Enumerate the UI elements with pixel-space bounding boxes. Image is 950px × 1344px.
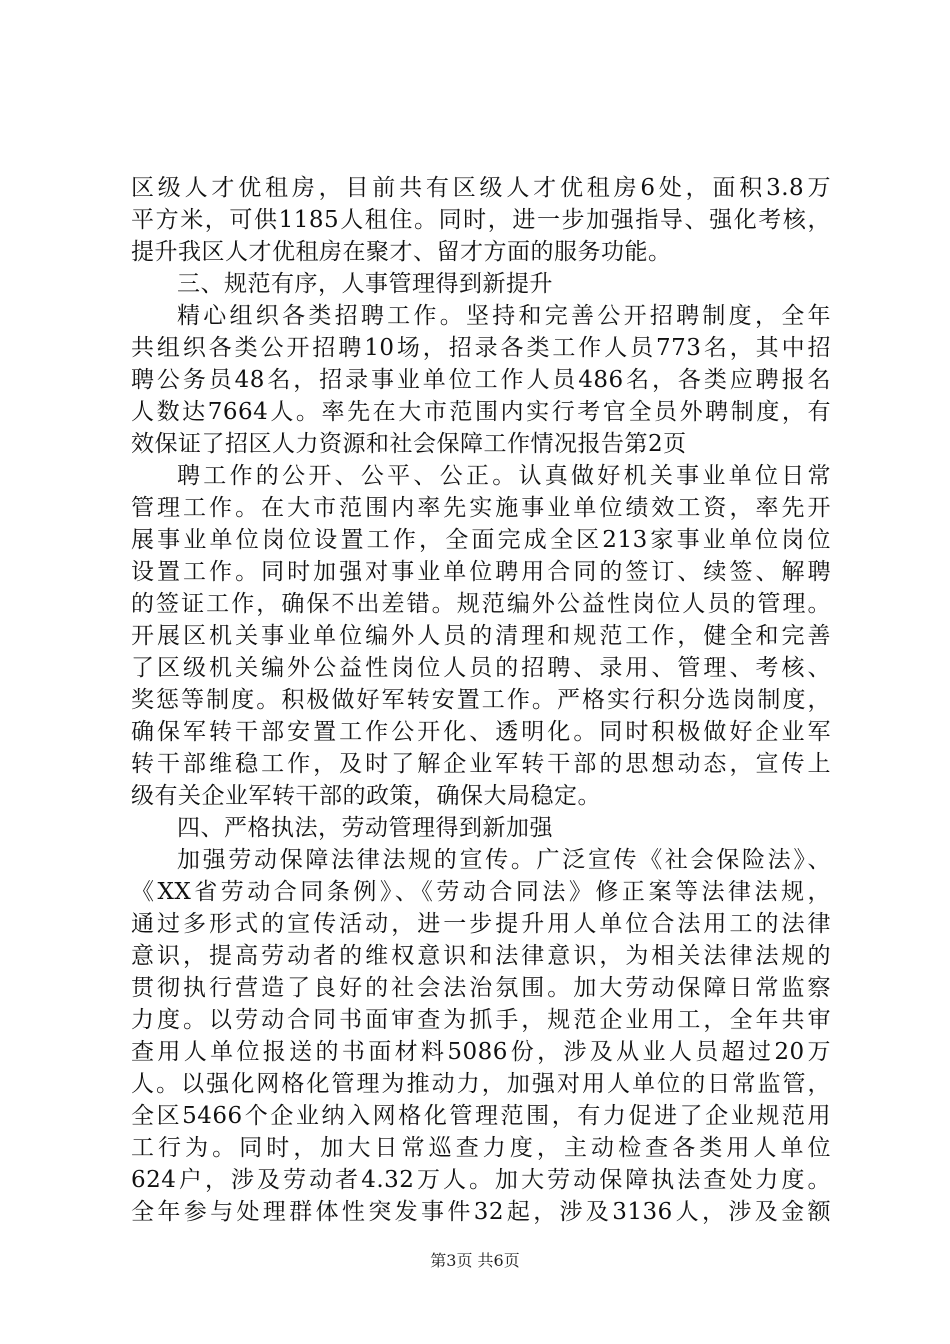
page-number-label: 第3页 共6页 (430, 1251, 520, 1270)
text-line: 展事业单位岗位设置工作，全面完成全区213家事业单位岗位 (131, 527, 831, 553)
page-footer (0, 1248, 950, 1271)
text-line: 转干部维稳工作，及时了解企业军转干部的思想动态，宣传上 (131, 751, 831, 777)
text-line: 三、规范有序，人事管理得到新提升 (177, 271, 553, 297)
text-line: 的签证工作，确保不出差错。规范编外公益性岗位人员的管理。 (131, 591, 831, 617)
text-line: 了区级机关编外公益性岗位人员的招聘、录用、管理、考核、 (131, 655, 831, 681)
text-line: 工行为。同时，加大日常巡查力度，主动检查各类用人单位 (131, 1135, 831, 1161)
text-line: 全年参与处理群体性突发事件32起，涉及3136人，涉及金额 (131, 1199, 831, 1225)
text-line: 设置工作。同时加强对事业单位聘用合同的签订、续签、解聘 (131, 559, 831, 585)
text-line: 奖惩等制度。积极做好军转安置工作。严格实行积分选岗制度， (131, 687, 831, 713)
text-line: 提升我区人才优租房在聚才、留才方面的服务功能。 (131, 239, 672, 265)
text-line: 级有关企业军转干部的政策，确保大局稳定。 (131, 783, 601, 809)
text-line: 共组织各类公开招聘10场，招录各类工作人员773名，其中招 (131, 335, 831, 361)
text-line: 贯彻执行营造了良好的社会法治氛围。加大劳动保障日常监察 (131, 975, 831, 1001)
text-line: 聘公务员48名，招录事业单位工作人员486名，各类应聘报名 (131, 367, 831, 393)
text-line: 效保证了招区人力资源和社会保障工作情况报告第2页 (131, 431, 687, 457)
text-line: 开展区机关事业单位编外人员的清理和规范工作，健全和完善 (131, 623, 831, 649)
text-line: 精心组织各类招聘工作。坚持和完善公开招聘制度，全年 (177, 303, 831, 329)
text-line: 力度。以劳动合同书面审查为抓手，规范企业用工，全年共审 (131, 1007, 831, 1033)
text-line: 区级人才优租房，目前共有区级人才优租房6处，面积3.8万 (131, 175, 831, 201)
text-line: 确保军转干部安置工作公开化、透明化。同时积极做好企业军 (131, 719, 831, 745)
text-line: 管理工作。在大市范围内率先实施事业单位绩效工资，率先开 (131, 495, 831, 521)
text-line: 四、严格执法，劳动管理得到新加强 (177, 815, 553, 841)
text-line: 通过多形式的宣传活动，进一步提升用人单位合法用工的法律 (131, 911, 831, 937)
text-line: 平方米，可供1185人租住。同时，进一步加强指导、强化考核， (131, 207, 831, 233)
text-line: 全区5466个企业纳入网格化管理范围，有力促进了企业规范用 (131, 1103, 831, 1129)
text-line: 意识，提高劳动者的维权意识和法律意识，为相关法律法规的 (131, 943, 831, 969)
text-line: 查用人单位报送的书面材料5086份，涉及从业人员超过20万 (131, 1039, 831, 1065)
text-line: 《XX省劳动合同条例》、《劳动合同法》修正案等法律法规， (131, 879, 831, 905)
text-line: 聘工作的公开、公平、公正。认真做好机关事业单位日常 (177, 463, 831, 489)
document-body (131, 172, 831, 1228)
text-line: 人。以强化网格化管理为推动力，加强对用人单位的日常监管， (131, 1071, 831, 1097)
text-line: 加强劳动保障法律法规的宣传。广泛宣传《社会保险法》、 (177, 847, 831, 873)
text-line: 624户，涉及劳动者4.32万人。加大劳动保障执法查处力度。 (131, 1167, 831, 1193)
text-line: 人数达7664人。率先在大市范围内实行考官全员外聘制度，有 (131, 399, 831, 425)
